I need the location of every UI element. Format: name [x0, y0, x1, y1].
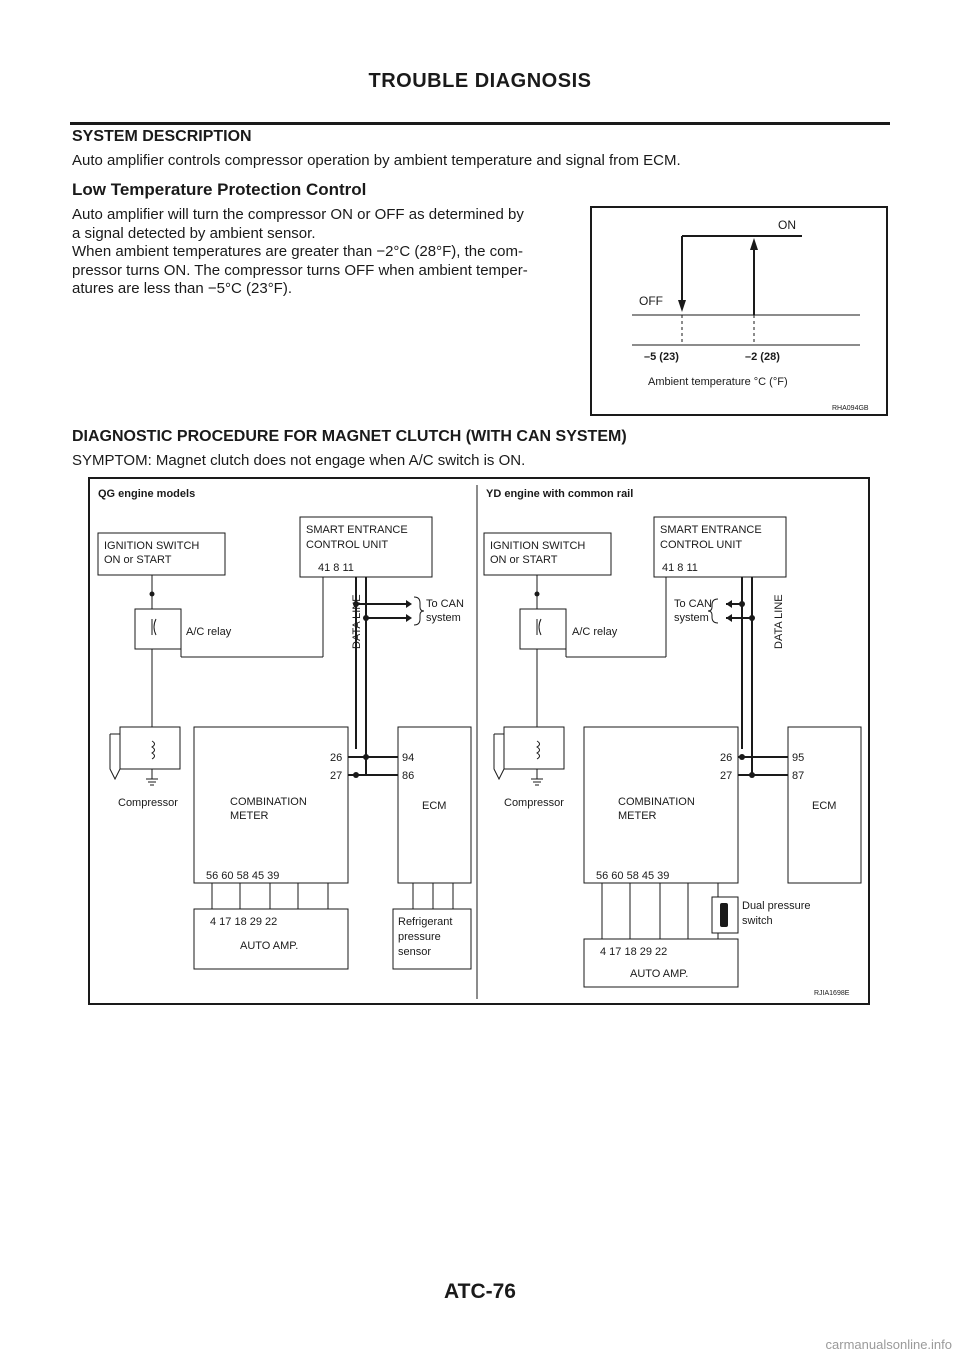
temperature-graph	[590, 206, 888, 416]
low-temp-line-1: Auto amplifier will turn the compressor ON or OFF as determined by	[72, 206, 524, 223]
yd-relay-label: A/C relay	[572, 626, 618, 638]
qg-relay-label: A/C relay	[186, 626, 232, 638]
yd-compressor-label: Compressor	[504, 797, 564, 809]
yd-can-arrow-icon	[726, 600, 732, 608]
qg-amp-pins: 4 17 18 29 22	[210, 916, 278, 928]
qg-meter-line1: COMBINATION	[230, 796, 307, 808]
yd-amp-label: AUTO AMP.	[630, 968, 689, 980]
graph-code: RHA094GB	[832, 405, 869, 412]
yd-switch-line1: Dual pressure	[742, 900, 811, 912]
off-label: OFF	[639, 294, 663, 308]
low-temp-line-4: pressor turns ON. The compressor turns OFF when ambient temper-	[72, 261, 528, 279]
yd-ac-relay-box	[520, 609, 566, 649]
yd-ign-line2: ON or START	[490, 554, 558, 566]
qg-sensor-line2: pressure	[398, 931, 441, 943]
qg-compressor-box	[120, 727, 180, 769]
qg-amp-label: AUTO AMP.	[240, 940, 299, 952]
qg-ecm-pin-b: 86	[402, 770, 415, 782]
yd-to-can-1: To CAN	[674, 598, 712, 610]
page-code: ATC-76	[444, 1280, 516, 1303]
yd-to-can-2: system	[674, 612, 709, 624]
qg-ac-relay-box	[135, 609, 181, 649]
wiring-code: RJIA1698E	[814, 990, 850, 997]
tick-label-on: –2 (28)	[745, 351, 780, 363]
low-temp-heading: Low Temperature Protection Control	[72, 180, 367, 199]
yd-secu-line1: SMART ENTRANCE	[660, 524, 762, 536]
header-divider	[70, 122, 890, 125]
system-description-text: Auto amplifier controls compressor operation by ambient temperature and signal from ECM.	[72, 152, 681, 169]
down-arrow-icon	[678, 300, 686, 312]
yd-secu-pins: 41 8 11	[662, 562, 698, 574]
yd-pin-27: 27	[720, 770, 733, 782]
wiring-diagram	[88, 477, 870, 1005]
yd-meter-pins: 56 60 58 45 39	[596, 870, 670, 882]
qg-ign-line1: IGNITION SWITCH	[104, 540, 200, 552]
qg-can-arrow-icon	[406, 614, 412, 622]
qg-to-can-1: To CAN	[426, 598, 464, 610]
diagnostic-heading: DIAGNOSTIC PROCEDURE FOR MAGNET CLUTCH (WITH CAN SYSTEM)	[72, 428, 627, 445]
yd-ign-line1: IGNITION SWITCH	[490, 540, 586, 552]
dual-pressure-switch-icon	[720, 903, 728, 927]
qg-data-line: DATA LINE	[351, 594, 363, 649]
page-header-title: TROUBLE DIAGNOSIS	[368, 70, 592, 92]
yd-ecm-pin-b: 87	[792, 770, 805, 782]
axis-label: Ambient temperature °C (°F)	[648, 376, 788, 388]
temperature-graph-svg	[592, 208, 886, 414]
yd-secu-line2: CONTROL UNIT	[660, 539, 743, 551]
low-temp-description	[72, 206, 582, 299]
tick-label-off: –5 (23)	[644, 351, 679, 363]
qg-title: QG engine models	[98, 488, 196, 500]
yd-ecm-pin-a: 95	[792, 752, 805, 764]
yd-pin-26: 26	[720, 752, 733, 764]
qg-pin-27: 27	[330, 770, 343, 782]
yd-meter-line1: COMBINATION	[618, 796, 695, 808]
yd-compressor-box	[504, 727, 564, 769]
low-temp-line-5: atures are less than −5°C (23°F).	[72, 280, 293, 297]
up-arrow-icon	[750, 238, 758, 250]
qg-ecm-pin-a: 94	[402, 752, 415, 764]
symptom-text: SYMPTOM: Magnet clutch does not engage when A/C switch is ON.	[72, 452, 526, 469]
yd-ecm-label: ECM	[812, 800, 837, 812]
low-temp-line-3: When ambient temperatures are greater than −2°C (28°F), the com-	[72, 243, 523, 260]
system-description-heading: SYSTEM DESCRIPTION	[72, 128, 252, 145]
yd-title: YD engine with common rail	[486, 488, 634, 500]
qg-to-can-2: system	[426, 612, 461, 624]
low-temp-line-2: a signal detected by ambient sensor.	[72, 224, 316, 242]
yd-amp-pins: 4 17 18 29 22	[600, 946, 668, 958]
qg-sensor-line1: Refrigerant	[398, 916, 453, 928]
qg-secu-line1: SMART ENTRANCE	[306, 524, 408, 536]
qg-ecm-label: ECM	[422, 800, 447, 812]
qg-pin-26: 26	[330, 752, 343, 764]
yd-data-line: DATA LINE	[773, 594, 785, 649]
watermark: carmanualsonline.info	[825, 1337, 952, 1352]
qg-secu-line2: CONTROL UNIT	[306, 539, 389, 551]
yd-switch-line2: switch	[742, 915, 773, 927]
qg-can-arrow-icon	[406, 600, 412, 608]
qg-sensor-line3: sensor	[398, 946, 432, 958]
yd-meter-line2: METER	[618, 810, 657, 822]
qg-compressor-label: Compressor	[118, 797, 178, 809]
qg-ign-line2: ON or START	[104, 554, 172, 566]
wiring-diagram-svg	[90, 479, 868, 1003]
on-label: ON	[778, 218, 796, 232]
qg-secu-pins: 41 8 11	[318, 562, 354, 574]
qg-meter-line2: METER	[230, 810, 269, 822]
qg-meter-pins: 56 60 58 45 39	[206, 870, 280, 882]
yd-can-arrow-icon	[726, 614, 732, 622]
